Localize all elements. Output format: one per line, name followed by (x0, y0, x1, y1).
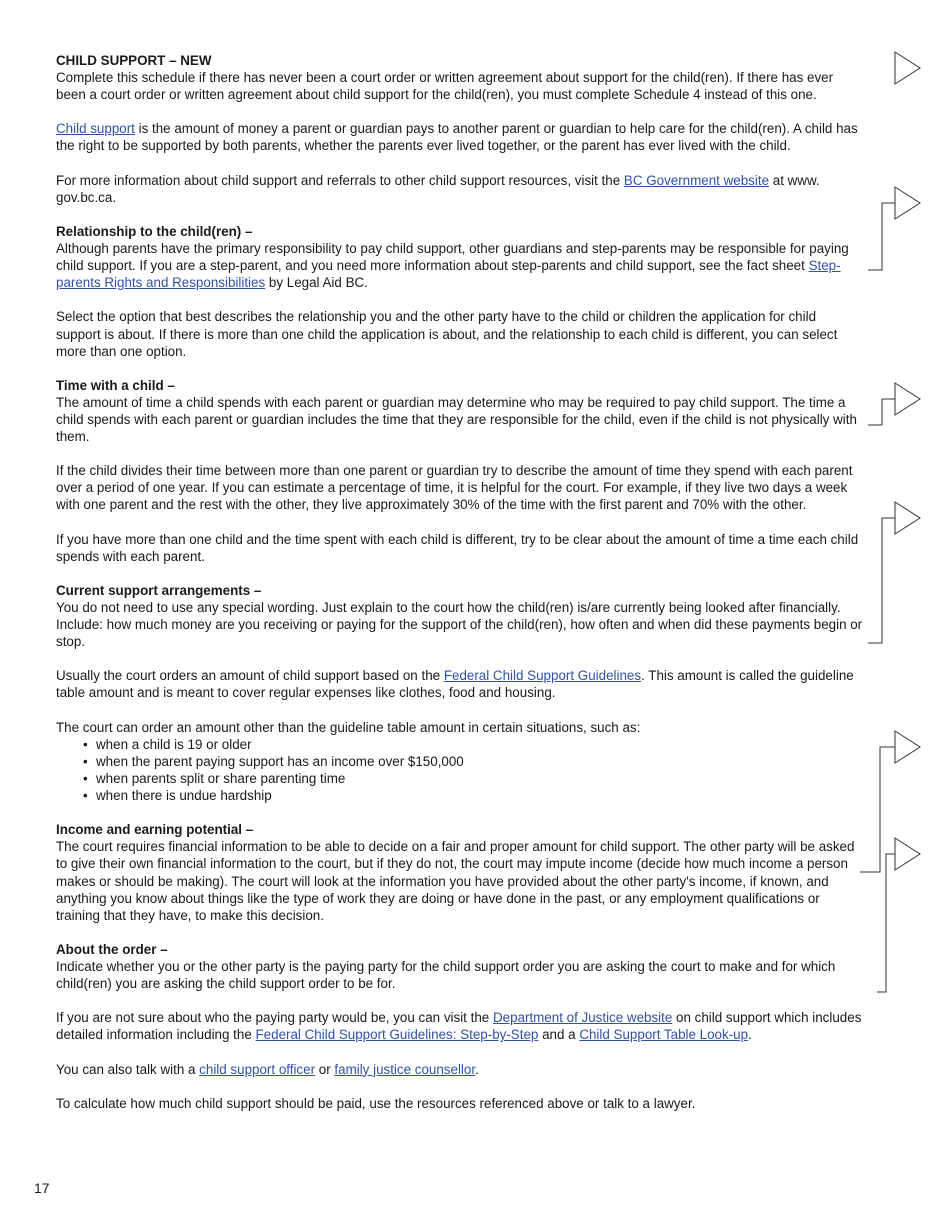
other-amount-block (56, 719, 864, 804)
federal-child-support-guidelines-link[interactable]: Federal Child Support Guidelines (443, 668, 642, 684)
calculate-paragraph: To calculate how much child support should be paid, use the resources referenced above or talk to a lawyer. (56, 1095, 696, 1111)
talk-or-text: or (315, 1061, 335, 1077)
flag-marker-icon (895, 187, 920, 219)
section-title-time-with-child: Time with a child – (56, 377, 175, 393)
flag-marker-icon (895, 383, 920, 415)
income-text: The court requires financial information to be able to decide on a fair and proper amount for child support. The other party will be asked to give their own financial information to the court, but if they do not, the court may impute income (decide how much income a person makes or should be making). The court will look at the information you have provided about the other party's income, if known, and anything you know about things like the type of work they are doing or have done in the past, or any employment qualifications or training that they have, to make this decision. (56, 839, 855, 923)
guidelines-step-by-step-link[interactable]: Federal Child Support Guidelines: Step-by-Step (255, 1027, 539, 1043)
section-title-child-support-new: CHILD SUPPORT – NEW (56, 53, 212, 68)
doj-paragraph (56, 1009, 864, 1043)
time-with-child-text: The amount of time a child spends with each parent or guardian may determine who may be required to pay child support. The time a child spends with each parent or guardian includes the time that they are responsible for the child, even if the child is not physically with them. (56, 394, 857, 445)
guidelines-text-before: Usually the court orders an amount of child support based on the (56, 668, 444, 684)
doj-period: . (748, 1027, 752, 1043)
situations-list (56, 736, 864, 804)
relationship-text-before: Although parents have the primary responsibility to pay child support, other guardians and step-parents may be responsible for paying child support. If you are a step-parent, and you need more information about step-parents and child support, see the fact sheet (56, 241, 849, 274)
section-title-relationship: Relationship to the child(ren) – (56, 223, 253, 239)
time-multiple-children-paragraph: If you have more than one child and the time spent with each child is different, try to be clear about the amount of time a time each child spends with each parent. (56, 531, 859, 564)
talk-paragraph (56, 1061, 864, 1078)
doj-text-before: If you are not sure about who the paying party would be, you can visit the (56, 1010, 493, 1026)
bracket-connector (868, 518, 895, 643)
current-support-text: You do not need to use any special wording. Just explain to the court how the child(ren) is/are currently being looked after financially. Include: how much money are you receiving or paying for the support of the child(ren), how often and when did these payments begin or stop. (56, 600, 863, 650)
definition-text: is the amount of money a parent or guardian pays to another parent or guardian to help care for the child(ren). A child has the right to be supported by both parents, whether the parents ever lived together, or the parent has ever lived with the child. (56, 121, 858, 154)
income-section (56, 821, 864, 924)
time-with-child-section (56, 377, 864, 445)
child-support-table-lookup-link[interactable]: Child Support Table Look-up (579, 1027, 749, 1043)
department-of-justice-link[interactable]: Department of Justice website (492, 1010, 673, 1026)
more-info-paragraph (56, 172, 864, 206)
flag-marker-icon (895, 838, 920, 870)
bc-government-website-link[interactable]: BC Government website (623, 172, 770, 188)
relationship-section (56, 223, 864, 291)
relationship-text-after: by Legal Aid BC. (265, 275, 368, 291)
doj-text-middle: on child support which includes detailed information including the (56, 1010, 862, 1043)
page-number: 17 (34, 1180, 50, 1196)
guidelines-paragraph (56, 667, 864, 701)
child-support-officer-link[interactable]: child support officer (199, 1061, 316, 1077)
flag-marker-icon (895, 52, 920, 84)
child-support-link[interactable]: Child support (56, 121, 135, 137)
step-parents-rights-link[interactable]: Step-parents Rights and Responsibilities (56, 258, 841, 291)
bracket-connector (877, 854, 895, 992)
talk-text-after: . (475, 1061, 479, 1077)
definition-paragraph (56, 120, 864, 154)
bracket-connector (868, 203, 895, 270)
document-body (56, 52, 864, 1129)
bracket-connector (868, 399, 895, 425)
doj-and-text: and a (538, 1027, 580, 1043)
flag-marker-icon (895, 731, 920, 763)
intro-text: Complete this schedule if there has never been a court order or written agreement about support for the child(ren). If there has ever been a court order or written agreement about child support for the child(ren), you must complete Schedule 4 instead of this one. (56, 70, 834, 103)
section-title-about-order: About the order – (56, 941, 168, 957)
list-item: • when the parent paying support has an income over $150,000 (96, 753, 864, 770)
bracket-connector (860, 747, 895, 872)
current-support-section (56, 582, 864, 650)
list-item: • when a child is 19 or older (96, 736, 864, 753)
flag-marker-icon (895, 502, 920, 534)
guidelines-text-after: . This amount is called the guideline table amount and is meant to cover regular expenses like clothes, food and housing. (56, 668, 854, 701)
time-divide-paragraph: If the child divides their time between more than one parent or guardian try to describe the amount of time they spend with each parent over a period of one year. If you can estimate a percentage of time, it is helpful for the court. For example, if they live two days a week with one parent and the rest with the other, they live approximately 30% of the time with the first parent and 70% with the other. (56, 463, 853, 513)
section-title-current-support: Current support arrangements – (56, 582, 262, 598)
list-item: • when there is undue hardship (96, 787, 864, 804)
section-title-income: Income and earning potential – (56, 822, 254, 838)
talk-text-before: You can also talk with a (56, 1061, 200, 1077)
about-order-text: Indicate whether you or the other party is the paying party for the child support order you are asking the court to make and for which child(ren) you are asking the child support order to be for. (56, 958, 836, 992)
more-info-text-after: at www. gov.bc.ca. (56, 172, 820, 205)
list-item: • when parents split or share parenting time (96, 770, 864, 787)
intro-section (56, 52, 864, 103)
about-order-section (56, 941, 864, 992)
relationship-select-paragraph: Select the option that best describes the relationship you and the other party have to the child or children the application for child support is about. If there is more than one child the application is about, and the relationship to each child is different, you can select more than one option. (56, 309, 838, 359)
other-amount-text: The court can order an amount other than the guideline table amount in certain situations, such as: (56, 719, 641, 735)
family-justice-counsellor-link[interactable]: family justice counsellor (334, 1061, 476, 1077)
more-info-text-before: For more information about child support and referrals to other child support resources, visit the (56, 172, 624, 188)
